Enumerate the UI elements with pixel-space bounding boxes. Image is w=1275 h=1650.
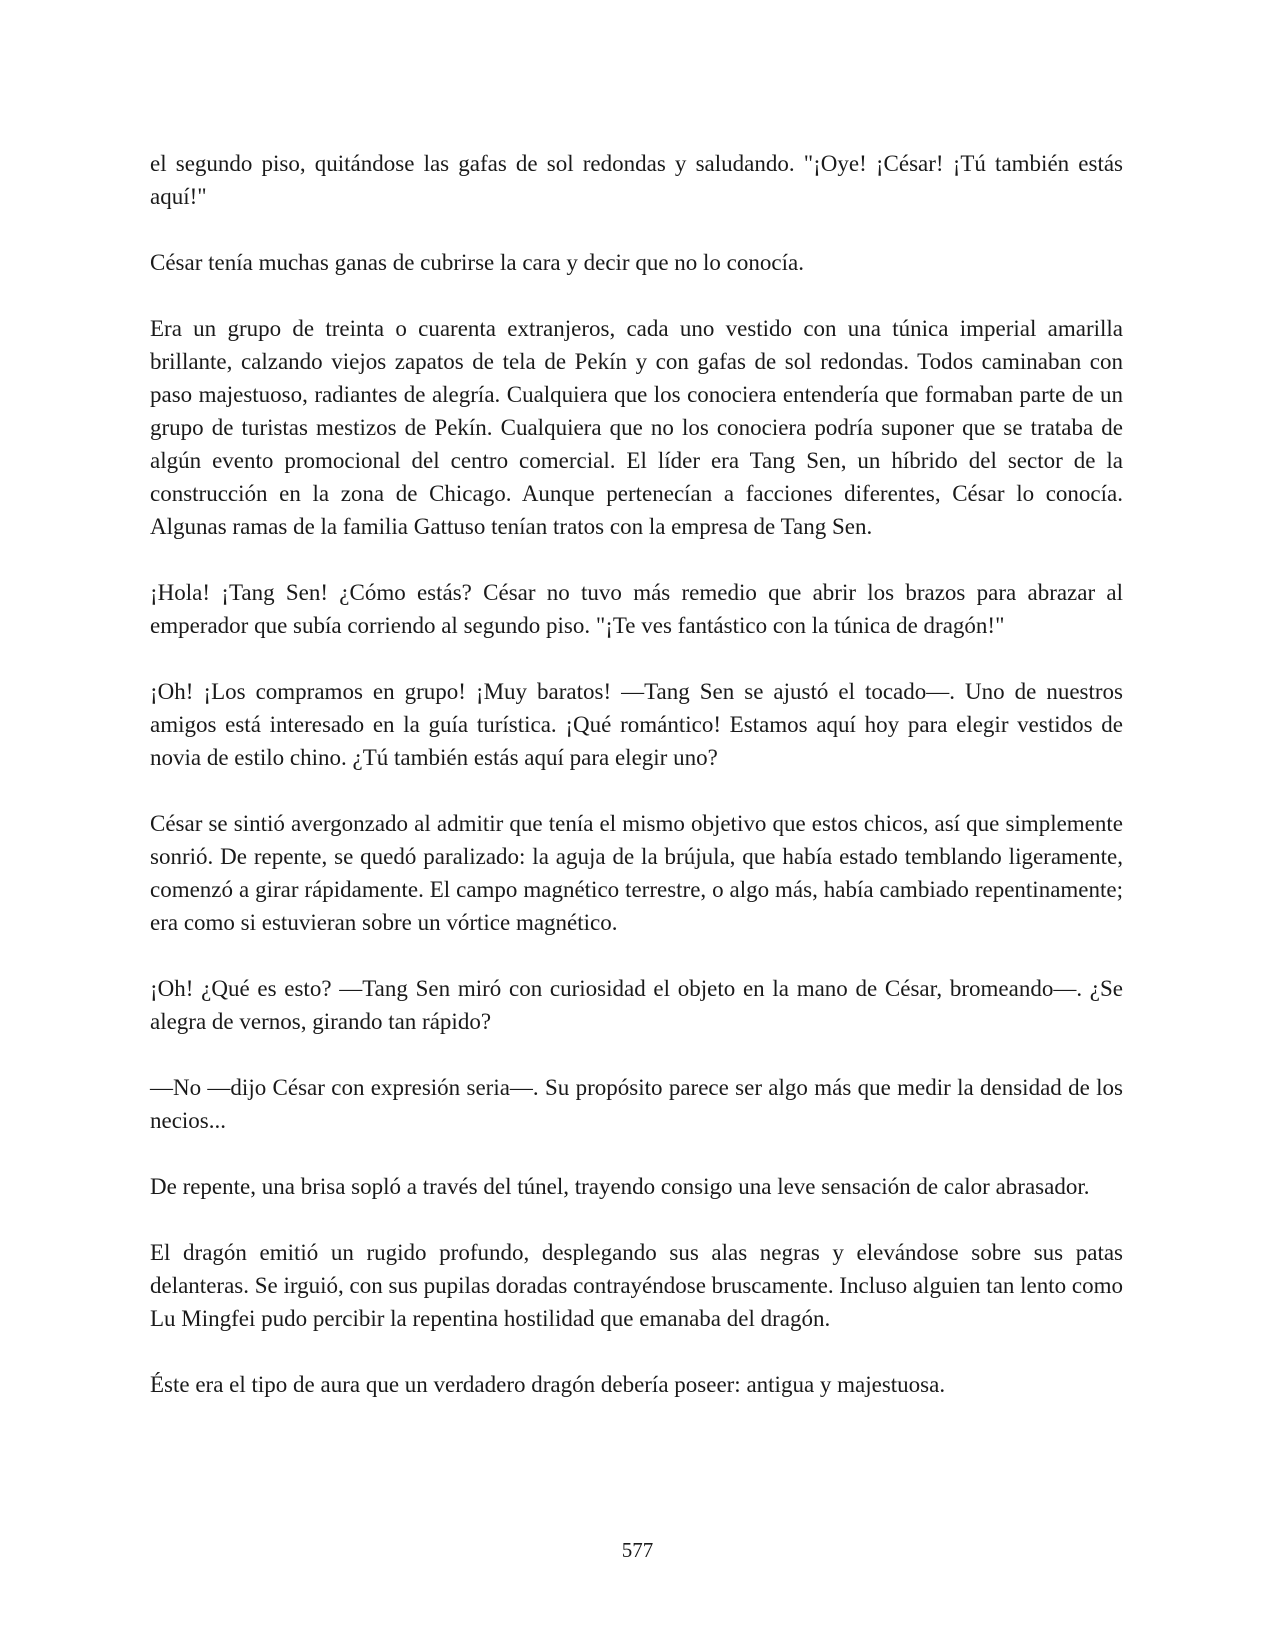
body-text bbox=[150, 147, 1123, 1401]
paragraph-8: —No —dijo César con expresión seria—. Su propósito parece ser algo más que medir la densidad de los necios... bbox=[150, 1075, 1123, 1133]
paragraph-7: ¡Oh! ¿Qué es esto? —Tang Sen miró con curiosidad el objeto en la mano de César, bromeando—. ¿Se alegra de vernos, girando tan rápido? bbox=[150, 976, 1123, 1034]
paragraph-1: el segundo piso, quitándose las gafas de sol redondas y saludando. "¡Oye! ¡César! ¡Tú también estás aquí!" bbox=[150, 151, 1123, 209]
paragraph-9: De repente, una brisa sopló a través del túnel, trayendo consigo una leve sensación de calor abrasador. bbox=[150, 1174, 1090, 1199]
paragraph-10: El dragón emitió un rugido profundo, desplegando sus alas negras y elevándose sobre sus patas delanteras. Se irguió, con sus pupilas doradas contrayéndose bruscamente. Incluso alguien tan lento como Lu Mingfei pudo percibir la repentina hostilidad que emanaba del dragón. bbox=[150, 1240, 1123, 1331]
paragraph-6: César se sintió avergonzado al admitir que tenía el mismo objetivo que estos chicos, así que simplemente sonrió. De repente, se quedó paralizado: la aguja de la brújula, que había estado temblando ligeramente, comenzó a girar rápidamente. El campo magnético terrestre, o algo más, había cambiado repentinamente; era como si estuvieran sobre un vórtice magnético. bbox=[150, 811, 1123, 935]
paragraph-2: César tenía muchas ganas de cubrirse la cara y decir que no lo conocía. bbox=[150, 250, 804, 275]
page-number: 577 bbox=[621, 1538, 654, 1562]
paragraph-5: ¡Oh! ¡Los compramos en grupo! ¡Muy baratos! —Tang Sen se ajustó el tocado—. Uno de nuestros amigos está interesado en la guía turística. ¡Qué romántico! Estamos aquí hoy para elegir vestidos de novia de estilo chino. ¿Tú también estás aquí para elegir uno? bbox=[150, 679, 1123, 770]
paragraph-3: Era un grupo de treinta o cuarenta extranjeros, cada uno vestido con una túnica imperial amarilla brillante, calzando viejos zapatos de tela de Pekín y con gafas de sol redondas. Todos caminaban con paso majestuoso, radiantes de alegría. Cualquiera que los conociera entendería que formaban parte de un grupo de turistas mestizos de Pekín. Cualquiera que no los conociera podría suponer que se trataba de algún evento promocional del centro comercial. El líder era Tang Sen, un híbrido del sector de la construcción en la zona de Chicago. Aunque pertenecían a facciones diferentes, César lo conocía. Algunas ramas de la familia Gattuso tenían tratos con la empresa de Tang Sen. bbox=[150, 316, 1123, 539]
paragraph-4: ¡Hola! ¡Tang Sen! ¿Cómo estás? César no tuvo más remedio que abrir los brazos para abrazar al emperador que subía corriendo al segundo piso. "¡Te ves fantástico con la túnica de dragón!" bbox=[150, 580, 1123, 638]
paragraph-11: Éste era el tipo de aura que un verdadero dragón debería poseer: antigua y majestuosa. bbox=[150, 1372, 946, 1397]
